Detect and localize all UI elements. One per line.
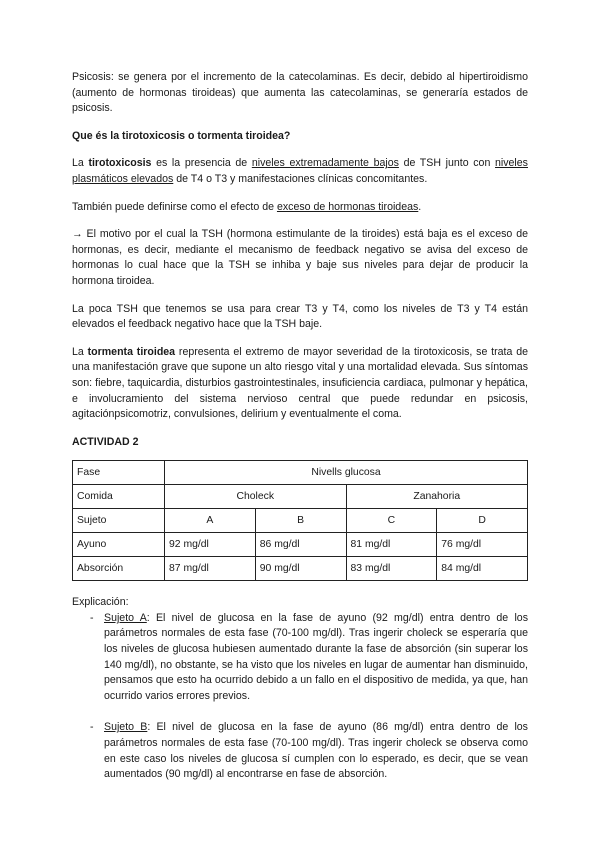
document-page [72,70,528,783]
table-cell: 81 mg/dl [346,533,437,557]
table-row [73,557,528,581]
paragraph-tormenta [72,345,528,423]
table-cell: Fase [73,461,165,485]
explanation-title: Explicación: [72,596,129,609]
table-cell: Nivells glucosa [165,461,528,485]
table-row [73,485,528,509]
heading-tirotoxicosis: Que és la tirotoxicosis o tormenta tiroidea? [72,129,291,142]
subject-label: Sujeto B [104,721,148,734]
paragraph-also-defined [72,200,528,216]
table-cell: Ayuno [73,533,165,557]
table-cell: A [165,509,256,533]
list-item-text: : El nivel de glucosa en la fase de ayuno (92 mg/dl) entra dentro de los parámetros normales de esta fase (70-100 mg/dl). Tras ingerir choleck se esperaría que los niveles de glucosa hubiesen aumentado durante la fase de absorción (sin superar los 140 mg/dl), no obstante, se ha visto que los niveles en lugar de aumentar han disminuido, pensamos que esto ha ocurrido debido a un fallo en el dispositivo de medida, ya que, han ocurrido varios errores previos. [104,611,528,702]
table-row [73,509,528,533]
heading-actividad: ACTIVIDAD 2 [72,435,139,448]
underlined-phrase: niveles extremadamente bajos [251,157,399,170]
table-cell: 87 mg/dl [165,557,256,581]
table-row [73,533,528,557]
paragraph-tsh-motive: → El motivo por el cual la TSH (hormona estimulante de la tiroides) está baja es el exceso de hormonas, es decir, mediante el mecanismo de feedback negativo se avisa del exceso de hormonas lo cual hace que la TSH se inhiba y baje sus niveles para dejar de producir la hormona tiroidea. [72,228,528,287]
table-cell: 92 mg/dl [165,533,256,557]
table-row [73,461,528,485]
table-cell: 90 mg/dl [255,557,346,581]
paragraph-tsh-feedback: La poca TSH que tenemos se usa para crear T3 y T4, como los niveles de T3 y T4 están elevados el feedback negativo hace que la TSH baje. [72,302,528,331]
list-item [72,720,528,782]
table-cell: 86 mg/dl [255,533,346,557]
text-run: de T4 o T3 y manifestaciones clínicas concomitantes. [173,172,428,185]
glucose-table [72,460,528,581]
underlined-phrase: exceso de hormonas tiroideas [276,200,419,213]
text-run: La [72,345,88,358]
text-run: representa el extremo de mayor severidad de la tirotoxicosis, se trata de una manifestación grave que supone un alto riesgo vital y una mortalidad elevada. Sus síntomas son: fiebre, taquicardia, disturbios gastrointestinales, insuficiencia cardiaca, pulmonar y hepática, e involucramiento del sistema nervioso central que puede redundar en psicosis, agitaciónpsicomotriz, convulsiones, delirium y eventualmente el coma. [72,345,529,421]
table-cell: B [255,509,346,533]
text-run: La [72,157,89,170]
subject-label: Sujeto A [104,611,147,624]
text-run: es la presencia de [151,157,252,170]
table-cell: D [437,509,528,533]
bold-term: tormenta tiroidea [87,345,176,358]
text-run: También puede definirse como el efecto de [72,200,277,213]
table-cell: Absorción [73,557,165,581]
dash-bullet: - [90,721,94,734]
paragraph-psicosis: Psicosis: se genera por el incremento de la catecolaminas. Es decir, debido al hipertiroidismo (aumento de hormonas tiroideas) que aumenta las catecolaminas, se generaría estados de psicosis. [72,71,528,115]
dash-bullet: - [90,611,94,624]
list-item [72,611,528,705]
explanation-list [72,611,528,783]
table-cell: 83 mg/dl [346,557,437,581]
table-cell: 76 mg/dl [437,533,528,557]
underlined-phrase: niveles plasmáticos elevados [72,157,528,185]
table-cell: Choleck [165,485,347,509]
list-item-text: : El nivel de glucosa en la fase de ayuno (86 mg/dl) entra dentro de los parámetros normales de esta fase (70-100 mg/dl). Tras ingerir choleck se observa como en este caso los niveles de glucosa sí cumplen con lo esperado, es decir, que se vean aumentados (90 mg/dl) al encontrarse en fase de absorción. [104,721,528,781]
table-cell: Comida [73,485,165,509]
table-cell: Sujeto [73,509,165,533]
table-cell: Zanahoria [346,485,528,509]
paragraph-definition [72,156,528,187]
bold-term: tirotoxicosis [88,157,152,170]
text-run: de TSH junto con [398,157,495,170]
table-cell: C [346,509,437,533]
table-cell: 84 mg/dl [437,557,528,581]
text-run: . [418,200,422,213]
